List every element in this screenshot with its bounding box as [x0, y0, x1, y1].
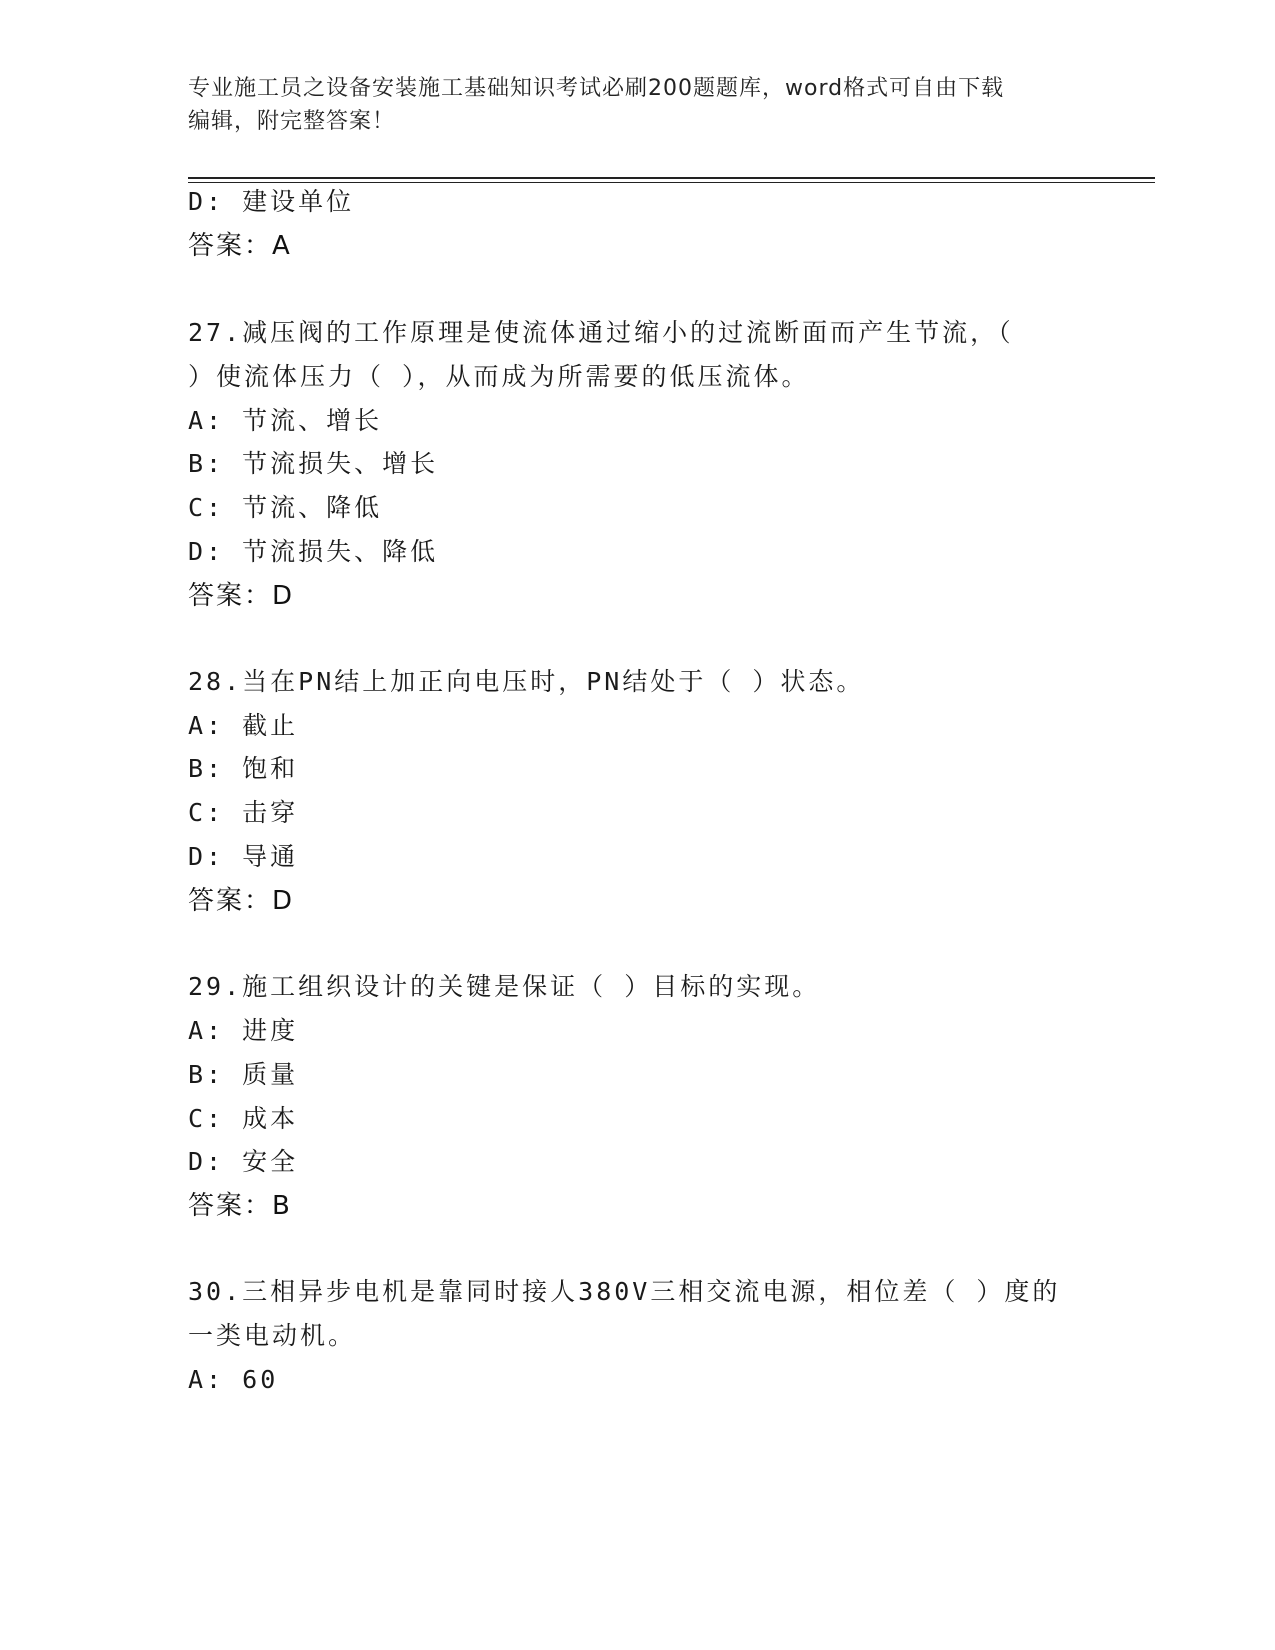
- question-27-option-d: D: 节流损失、降低: [188, 537, 439, 566]
- question-28-stem-line-1: 28.当在PN结上加正向电压时，PN结处于（ ）状态。: [188, 667, 865, 696]
- document-header: [188, 72, 1088, 138]
- question-29-stem-line-1: 29.施工组织设计的关键是保证（ ）目标的实现。: [188, 972, 821, 1001]
- question-27-option-c: C: 节流、降低: [188, 493, 383, 522]
- question-28-option-d: D: 导通: [188, 842, 299, 871]
- question-30-option-a: A: 60: [188, 1365, 279, 1394]
- question-27-option-b: B: 节流损失、增长: [188, 449, 439, 478]
- question-28-answer: 答案：D: [188, 886, 295, 916]
- question-29-option-a: A: 进度: [188, 1016, 299, 1045]
- question-28-option-c: C: 击穿: [188, 798, 299, 827]
- question-29-option-c: C: 成本: [188, 1104, 299, 1133]
- header-divider-thick: [188, 177, 1155, 179]
- header-title-line-1: 专业施工员之设备安装施工基础知识考试必刷200题题库，word格式可自由下载: [188, 76, 1005, 101]
- question-29-option-d: D: 安全: [188, 1147, 299, 1176]
- header-divider-thin: [188, 182, 1155, 183]
- question-30-stem-line-2: 一类电动机。: [188, 1321, 357, 1350]
- question-28-option-a: A: 截止: [188, 711, 299, 740]
- question-30-stem-line-1: 30.三相异步电机是靠同时接人380V三相交流电源，相位差（ ）度的: [188, 1277, 1061, 1306]
- question-29-answer: 答案：B: [188, 1191, 292, 1221]
- prev-option-d: D: 建设单位: [188, 187, 355, 216]
- prev-answer: 答案：A: [188, 231, 292, 261]
- question-29-option-b: B: 质量: [188, 1060, 299, 1089]
- question-27-stem-line-1: 27.减压阀的工作原理是使流体通过缩小的过流断面而产生节流，（: [188, 318, 1014, 347]
- question-27-answer: 答案：D: [188, 581, 295, 611]
- question-27-option-a: A: 节流、增长: [188, 406, 383, 435]
- question-27-stem-line-2: ）使流体压力（ ），从而成为所需要的低压流体。: [188, 362, 810, 391]
- header-title-line-2: 编辑，附完整答案！: [188, 109, 396, 134]
- question-28-option-b: B: 饱和: [188, 754, 299, 783]
